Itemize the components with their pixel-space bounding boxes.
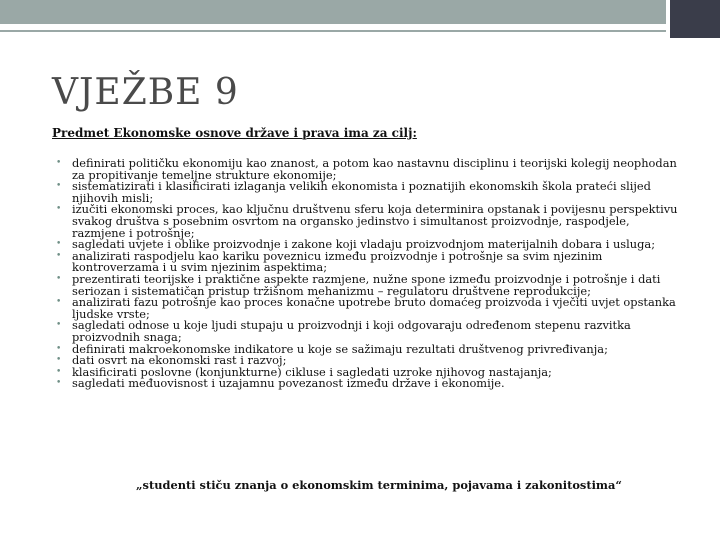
list-item-text: prezentirati teorijske i praktične aspekte razmjene, nužne spone između proizvodnje i potrošnje i dati seriozan i sistematičan pristup tržišnom mehanizmu – regulatoru društvene reprodukcije; bbox=[72, 271, 661, 298]
top-decorative-line bbox=[0, 30, 666, 32]
bullet-icon: • bbox=[56, 355, 62, 366]
bullet-icon: • bbox=[56, 181, 62, 192]
bullet-icon: • bbox=[56, 273, 62, 284]
bullet-icon: • bbox=[56, 250, 62, 261]
list-item-text: izučiti ekonomski proces, kao ključnu društvenu sferu koja determinira opstanak i povijesnu perspektivu svakog društva s posebnim osvrtom na organsko jedinstvo i simultanost proizvodnje, raspodjele, razmjene i potrošnje; bbox=[72, 202, 678, 240]
intro-text: Predmet Ekonomske osnove države i prava ima za cilj: bbox=[52, 126, 417, 140]
bullet-icon: • bbox=[56, 204, 62, 215]
list-item-text: dati osvrt na ekonomski rast i razvoj; bbox=[72, 353, 287, 368]
list-item-text: definirati makroekonomske indikatore u koje se sažimaju rezultati društvenog privređivanja; bbox=[72, 341, 608, 356]
list-item bbox=[54, 297, 684, 320]
list-item-text: analizirati fazu potrošnje kao proces konačne upotrebe bruto domaćeg proizvoda i vječiti uvjet opstanka ljudske vrste; bbox=[72, 295, 676, 321]
bullet-icon: • bbox=[56, 239, 62, 250]
top-corner-block bbox=[670, 0, 720, 38]
bullet-icon: • bbox=[56, 158, 62, 168]
list-item bbox=[54, 320, 684, 343]
list-item bbox=[54, 158, 684, 181]
bullet-icon: • bbox=[56, 320, 62, 331]
list-item-text: klasificirati poslovne (konjunkturne) cikluse i sagledati uzroke njihovog nastajanja; bbox=[72, 364, 552, 379]
objectives-list bbox=[54, 158, 684, 390]
list-item bbox=[54, 378, 684, 390]
list-item bbox=[54, 204, 684, 239]
list-item-text: sistematizirati i klasificirati izlaganja velikih ekonomista i poznatijih ekonomskih škola prateći slijed njihovih misli; bbox=[72, 179, 651, 205]
list-item-text: sagledati uvjete i oblike proizvodnje i zakone koji vladaju proizvodnjom materijalnih dobara i usluga; bbox=[72, 237, 656, 252]
bullet-icon: • bbox=[56, 366, 62, 377]
list-item-text: sagledati odnose u koje ljudi stupaju u proizvodnji i koji odgovaraju određenom stepenu razvitka proizvodnih snaga; bbox=[72, 318, 631, 344]
bullet-icon: • bbox=[56, 297, 62, 308]
bullet-icon: • bbox=[56, 378, 62, 389]
list-item bbox=[54, 248, 684, 275]
list-item-text: analizirati raspodjelu kao kariku poveznicu između proizvodnje i potrošnje sa svim njezinim kontroverzama i u svim njezinim aspektima; bbox=[72, 248, 603, 275]
slide-title: VJEŽBE 9 bbox=[52, 72, 239, 113]
list-item-text: definirati političku ekonomiju kao znanost, a potom kao nastavnu disciplinu i teorijski kolegij neophodan za propitivanje temeljne strukture ekonomije; bbox=[72, 156, 677, 182]
top-decorative-bar bbox=[0, 0, 666, 24]
list-item bbox=[54, 271, 684, 298]
list-item bbox=[54, 181, 684, 204]
bullet-icon: • bbox=[56, 343, 62, 354]
conclusion-quote: „studenti stiču znanja o ekonomskim terminima, pojavama i zakonitostima“ bbox=[136, 478, 622, 492]
list-item-text: sagledati međuovisnost i uzajamnu povezanost između države i ekonomije. bbox=[72, 376, 505, 391]
